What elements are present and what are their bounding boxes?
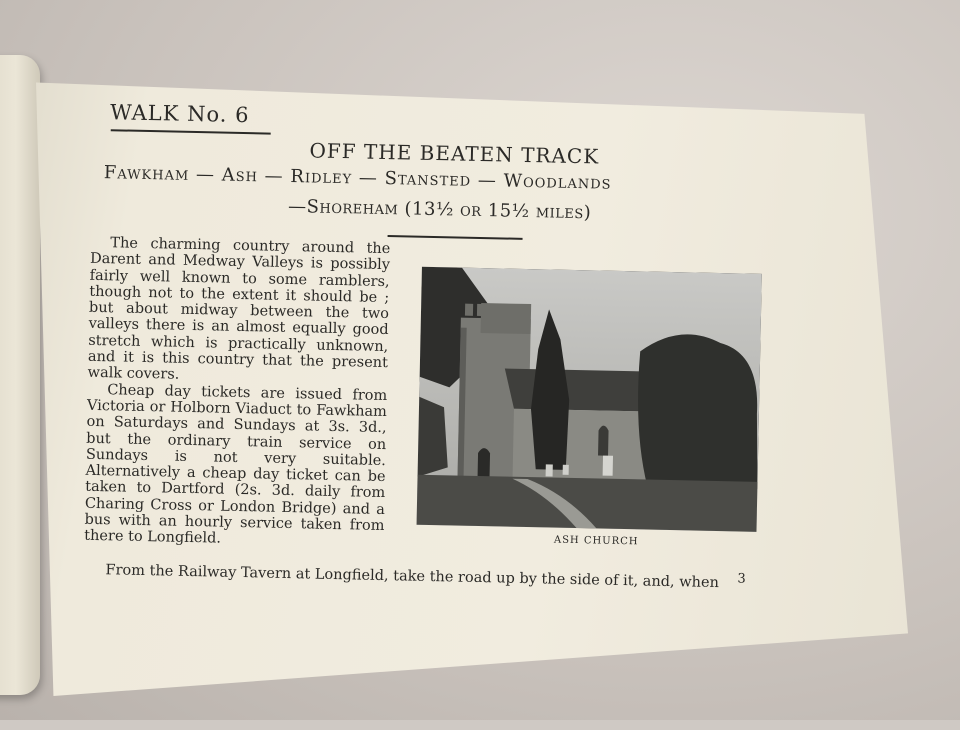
- paragraph-1: The charming country around the Darent and Medway Valleys is possibly fairly well known to some ramblers, though not to the extent it should be ; but about midway between the two valleys there is an almost equally good stretch which is practically unknown, and it is this country that the present walk covers.: [87, 235, 391, 384]
- route-line-2: [288, 196, 648, 225]
- route-line-1: Fawkham — Ash — Ridley — Stansted — Woodlands: [103, 162, 612, 194]
- page-title: OFF THE BEATEN TRACK: [309, 138, 600, 169]
- paragraph-2: Cheap day tickets are issued from Victoria or Holborn Viaduct to Fawkham on Saturdays and Sundays at 3s. 3d., but the ordinary train service on Sundays is not very suitable. Alternatively a cheap day ticket can be taken to Dartford (2s. 3d. daily from Charing Cross or London Bridge) and a bus with an hourly service taken from there to Longfield.: [84, 381, 388, 547]
- route-place: —Shoreham: [287, 195, 399, 220]
- church-photo: [417, 267, 762, 532]
- photo-caption: ASH CHURCH: [553, 534, 639, 548]
- church-illustration: [417, 267, 762, 532]
- route-miles: (13½ or 15½ miles): [404, 198, 592, 224]
- walk-label: WALK No. 6: [109, 100, 250, 128]
- body-text: [84, 235, 390, 551]
- continuation-line: From the Railway Tavern at Longfield, take the road up by the side of it, and, when: [105, 562, 720, 592]
- page-number: 3: [737, 571, 746, 587]
- walk-label-underline: [111, 129, 271, 134]
- title-rule: [388, 235, 523, 240]
